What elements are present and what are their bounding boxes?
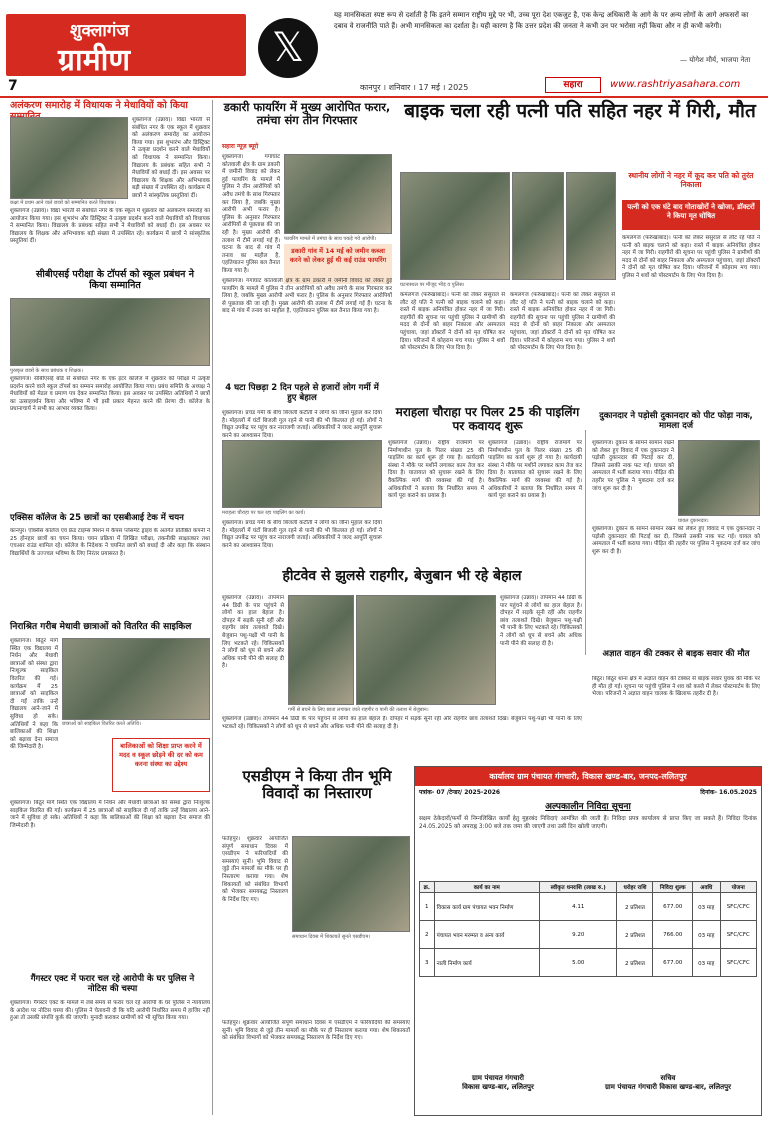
article-body: फतेहपुर। शुक्रवार आयोजित संपूर्ण समाधान दिवस में एसडीएम ने फरियादियों की समस्याएं सुनीं। भूमि विवाद से जुड़े तीन मामलों का मौके पर ही निस्तारण कराया गया। शेष शिकायतों को संबंधित विभागों को भेजकर समयबद्ध निस्तारण के निर्देश दिए गए।: [222, 1020, 410, 1042]
article-body: शुक्लागंज (उन्नाव)। राष्ट्रीय राजमार्ग पर निर्माणाधीन पुल के पिलर संख्या 25 की पाइलिंग का कार्य शुरू हो गया है। कार्यदायी संस्था ने मौके पर मशीनें लगाकर काम तेज कर दिया है। यातायात को सुचारू रखने के लिए वैकल्पिक मार्ग की व्यवस्था की गई है। अधिकारियों ने बताया कि निर्धारित समय में कार्य पूरा कराने का प्रयास है।: [488, 440, 582, 500]
table-cell: 766.00: [653, 921, 693, 949]
table-header: निविदा शुल्क: [653, 882, 693, 893]
article-body: शुक्लागंज। प्रचंड गर्मी के बीच बिजली कटौती ने लोगों का जीना मुहाल कर दिया है। मोहल्लों में घंटों बिजली गुल रहने से पानी की भी किल्लत हो गई। लोगों ने विद्युत उपकेंद्र पर पहुंच कर नाराजगी जताई। अधिकारियों ने जल्द आपूर्ति सुचारू करने का आश्वासन दिया।: [222, 410, 382, 439]
tender-table: [419, 881, 757, 977]
signature-sub: विकास खण्ड-बार, ललितपुर: [462, 1083, 534, 1091]
tender-date: दिनांक- 16.05.2025: [700, 789, 757, 796]
table-cell: 3: [420, 949, 435, 977]
article-body: कमलगंज (फर्रुखाबाद)। पत्नी को लेकर ससुराल से लौट रहे पति ने पत्नी को बाइक चलाने को कहा। रास्ते में बाइक अनियंत्रित होकर नहर में जा गिरी। राहगीरों की सूचना पर पहुंची पुलिस ने ग्रामीणों की मदद से दोनों को बाहर निकाला और अस्पताल पहुंचाया, जहां डॉक्टरों ने दोनों को मृत घोषित कर दिया। परिजनों में कोहराम मच गया। पुलिस ने शवों को पोस्टमार्टम के लिए भेज दिया है।: [622, 235, 760, 279]
headline: मराहला चौराहा पर पिलर 25 की पाइलिंग पर कवायद शुरू: [395, 405, 580, 433]
article-body: शुक्लागंज। दुकान के सामने सामान रखने को लेकर हुए विवाद में एक दुकानदार ने पड़ोसी दुकानदार की पिटाई कर दी, जिससे उसकी नाक फट गई। घायल को अस्पताल में भर्ती कराया गया। पीड़ित की तहरीर पर पुलिस ने मुकदमा दर्ज कर जांच शुरू कर दी है।: [592, 526, 760, 555]
article-body: शुक्लागंज। बिठूर मार्ग स्थित एक विद्यालय में निर्धन और मेधावी छात्राओं को संस्था द्वारा निःशुल्क साइकिल वितरित की गई। कार्यक्रम में 25 छात्राओं को साइकिल दी गईं ताकि उन्हें विद्यालय आने-जाने में सुविधा हो सके। अतिथियों ने कहा कि बालिकाओं की शिक्षा को बढ़ावा देना समाज की जिम्मेदारी है।: [10, 638, 58, 751]
headline: डकारी फायरिंग में मुख्य आरोपित फरार, तमंचा संग तीन गिरफ्तार: [223, 100, 391, 128]
headline: अलंकरण समारोह में विधायक ने मेधावियों को किया: [10, 100, 188, 111]
signature-sub: ग्राम पंचायत गंगचारी विकास खण्ड-बार, ललितपुर: [604, 1083, 732, 1091]
headline: दुकानदार ने पड़ोसी दुकानदार को पीट फोड़ा नाक, मामला दर्ज: [599, 411, 753, 431]
headline: अज्ञात वाहन की टक्कर से बाइक सवार की मौत: [602, 649, 750, 659]
table-cell: 03 माह: [693, 949, 721, 977]
table-cell: SFC/CFC: [720, 949, 756, 977]
news-photo: [62, 638, 210, 720]
photo-caption: समाधान दिवस में शिकायतें सुनते एसडीएम।: [292, 934, 371, 940]
article-body: कमलगंज (फर्रुखाबाद)। पत्नी को लेकर ससुराल से लौट रहे पति ने पत्नी को बाइक चलाने को कहा। रास्ते में बाइक अनियंत्रित होकर नहर में जा गिरी। राहगीरों की सूचना पर पहुंची पुलिस ने ग्रामीणों की मदद से दोनों को बाहर निकाला और अस्पताल पहुंचाया, जहां डॉक्टरों ने दोनों को मृत घोषित कर दिया। परिजनों में कोहराम मच गया। पुलिस ने शवों को पोस्टमार्टम के लिए भेज दिया है।: [510, 292, 615, 352]
table-cell: 2 प्रतिशत: [617, 921, 653, 949]
news-photo: [10, 117, 128, 199]
table-cell: 9.20: [540, 921, 617, 949]
sub-headline: स्थानीय लोगों ने नहर में कूद कर पति को तुरंत निकाला: [628, 171, 754, 189]
photo-caption: मराहला चौराहा पर चल रहा पाइलिंग का कार्य।: [222, 510, 306, 516]
article-body: शुक्लागंज (उन्नाव)। विद्या भारती से संबंधित नगर के एक स्कूल में शुक्रवार को अलंकरण समारोह का आयोजन किया गया। इस शुभारंभ और डिस्ट्रिक्ट ने उत्कृष्ट प्रदर्शन करने वाले मेधावियों को विधायक ने सम्मानित किया। विद्यालय के प्रबंधक सहित सभी ने मेधावियों को बधाई दी। इस अवसर पर विद्यालय के शिक्षक और अभिभावक बड़ी संख्या में उपस्थित रहे। कार्यक्रम में छात्रों ने सांस्कृतिक प्रस्तुतियां दीं।: [132, 117, 210, 199]
article-body: शुक्लागंज। गंगाघाट कोतवाली क्षेत्र के ग्राम डकारी में जमीनी विवाद को लेकर हुई फायरिंग के मामले में पुलिस ने तीन आरोपियों को अवैध तमंचे के साथ गिरफ्तार कर लिया है, जबकि मुख्य आरोपी अभी फरार है। पुलिस के अनुसार गिरफ्तार आरोपियों से पूछताछ की जा रही है। मुख्य आरोपी की तलाश में टीमें लगाई गई हैं। घटना के बाद से गांव में तनाव का माहौल है, एहतियातन पुलिस बल तैनात किया गया है।: [222, 278, 392, 315]
divider: [585, 430, 586, 655]
article-body: कानपुर। एक्सिस कॉलेज एवं फ्रेंड टाइम्स मिशन में कैंपस प्लेसमेंट ड्राइव के अंतर्गत प्रतिष्ठित कंपनी ने 25 होनहार छात्रों का चयन किया। चयन प्रक्रिया में लिखित परीक्षा, तकनीकी साक्षात्कार तथा एचआर राउंड शामिल रहे। कॉलेज के निदेशक ने चयनित छात्रों को बधाई दी और कहा कि संस्थान विद्यार्थियों के उज्ज्वल भविष्य के लिए निरंतर प्रयासरत है।: [10, 528, 210, 557]
headline: एसडीएम ने किया तीन भूमि विवादों का निस्तारण: [242, 767, 392, 803]
news-photo: [284, 154, 392, 234]
tender-signatures: [415, 1071, 761, 1115]
photo-caption: छात्राओं को साइकिल वितरित करते अतिथि।: [62, 721, 141, 727]
table-cell: 677.00: [653, 949, 693, 977]
article-body: शुक्लागंज। सीबीएसई बोर्ड से संबंधित नगर के एक इंटर कॉलेज में शुक्रवार को परीक्षा में उत्कृष्ट प्रदर्शन करने वाले स्कूल टॉपर्स का सम्मान समारोह आयोजित किया गया। प्रबंध समिति के अध्यक्ष ने मेधावियों को मेडल व प्रमाण पत्र देकर सम्मानित किया। इस अवसर पर उपस्थित अतिथियों ने छात्रों का उत्साहवर्धन किया और भविष्य में भी इसी प्रकार मेहनत करने की प्रेरणा दी। कॉलेज के प्रधानाचार्य ने सभी का आभार व्यक्त किया।: [10, 376, 210, 413]
table-cell: 4.11: [540, 893, 617, 921]
highlight-box: पत्नी को एक घंटे बाद गोताखोरों ने खोजा, डॉक्टरों ने किया मृत घोषित: [622, 200, 760, 230]
news-photo: [400, 172, 510, 280]
divider: [212, 100, 213, 1115]
article-body: शुक्लागंज। प्रचंड गर्मी के बीच बिजली कटौती ने लोगों का जीना मुहाल कर दिया है। मोहल्लों में घंटों बिजली गुल रहने से पानी की भी किल्लत हो गई। लोगों ने विद्युत उपकेंद्र पर पहुंच कर नाराजगी जताई। अधिकारियों ने जल्द आपूर्ति सुचारू करने का आश्वासन दिया।: [222, 520, 382, 549]
table-cell: 1: [420, 893, 435, 921]
table-cell: विकास कार्य ग्राम पंचायत भवन निर्माण: [434, 893, 539, 921]
headline: एक्सिस कॉलेज के 25 छात्रों का एसबीआई टेक में चयन: [10, 513, 184, 523]
table-header-row: [420, 882, 757, 893]
byline: सहारा न्यूज़ ब्यूरो: [222, 143, 259, 150]
divider: [0, 96, 768, 98]
table-header: योजना: [720, 882, 756, 893]
brand-line2: ग्रामीण: [58, 43, 131, 78]
table-cell: 2: [420, 921, 435, 949]
signature-left: [423, 1074, 573, 1112]
photo-caption: कक्षा में प्रथम आने वाले छात्रों को सम्मानित करते विधायक।: [10, 200, 117, 206]
article-body: शुक्लागंज। गंगाघाट कोतवाली क्षेत्र के ग्राम डकारी में जमीनी विवाद को लेकर हुई फायरिंग के मामले में पुलिस ने तीन आरोपियों को अवैध तमंचे के साथ गिरफ्तार कर लिया है, जबकि मुख्य आरोपी अभी फरार है। पुलिस के अनुसार गिरफ्तार आरोपियों से पूछताछ की जा रही है। मुख्य आरोपी की तलाश में टीमें लगाई गई हैं। घटना के बाद से गांव में तनाव का माहौल है, एहतियातन पुलिस बल तैनात किया गया है।: [222, 154, 280, 274]
table-cell: पंचायत भवन मरम्मत व अन्य कार्य: [434, 921, 539, 949]
tender-body: सक्षम ठेकेदारों/फर्मों से निम्नलिखित कार्यों हेतु मुहरबंद निविदाएं आमंत्रित की जाती हैं। निविदा प्रपत्र कार्यालय से प्राप्त किए जा सकते हैं। निविदा दिनांक 24.05.2025 को अपराह्न 3:00 बजे तक जमा की जाएगी तथा उसी दिन खोली जाएगी।: [419, 816, 757, 830]
table-cell: नाली निर्माण कार्य: [434, 949, 539, 977]
news-photo: [10, 298, 210, 366]
table-cell: 2 प्रतिशत: [617, 949, 653, 977]
photo-caption: फायरिंग मामले में तमंचा के साथ पकड़े गये आरोपी।: [284, 236, 377, 242]
table-header: धरोहर राशि: [617, 882, 653, 893]
tender-notice: [414, 766, 762, 1116]
brand-line1: शुक्लागंज: [70, 21, 129, 41]
portrait-photo: [678, 440, 760, 516]
news-photo: [356, 595, 496, 705]
article-body: शुक्लागंज। दुकान के सामने सामान रखने को लेकर हुए विवाद में एक दुकानदार ने पड़ोसी दुकानदार की पिटाई कर दी, जिससे उसकी नाक फट गई। घायल को अस्पताल में भर्ती कराया गया। पीड़ित की तहरीर पर पुलिस ने मुकदमा दर्ज कर जांच शुरू कर दी है।: [592, 440, 674, 492]
headline: हीटवेव से झुलसे राहगीर, बेजुबान भी रहे बेहाल: [282, 568, 522, 584]
signature-title: ग्राम पंचायत गंगचारी: [472, 1074, 524, 1082]
article-body: फतेहपुर। शुक्रवार आयोजित संपूर्ण समाधान दिवस में एसडीएम ने फरियादियों की समस्याएं सुनीं। भूमि विवाद से जुड़े तीन मामलों का मौके पर ही निस्तारण कराया गया। शेष शिकायतों को संबंधित विभागों को भेजकर समयबद्ध निस्तारण के निर्देश दिए गए।: [222, 836, 288, 903]
article-body: शुक्लागंज (उन्नाव)। विद्या भारती से संबंधित नगर के एक स्कूल में शुक्रवार को अलंकरण समारोह का आयोजन किया गया। इस शुभारंभ और डिस्ट्रिक्ट ने उत्कृष्ट प्रदर्शन करने वाले मेधावियों को विधायक ने सम्मानित किया। विद्यालय के प्रबंधक सहित सभी ने मेधावियों को बधाई दी। इस अवसर पर विद्यालय के शिक्षक और अभिभावक बड़ी संख्या में उपस्थित रहे। कार्यक्रम में छात्रों ने सांस्कृतिक प्रस्तुतियां दीं।: [10, 208, 210, 245]
photo-caption: गर्मी से बचने के लिए छाता लगाकर जाते राहगीर व पानी की तलाश में बेजुबान।: [288, 707, 429, 713]
brand-box: [6, 14, 246, 76]
table-row: [420, 893, 757, 921]
article-body: कमलगंज (फर्रुखाबाद)। पत्नी को लेकर ससुराल से लौट रहे पति ने पत्नी को बाइक चलाने को कहा। रास्ते में बाइक अनियंत्रित होकर नहर में जा गिरी। राहगीरों की सूचना पर पहुंची पुलिस ने ग्रामीणों की मदद से दोनों को बाहर निकाला और अस्पताल पहुंचाया, जहां डॉक्टरों ने दोनों को मृत घोषित कर दिया। परिजनों में कोहराम मच गया। पुलिस ने शवों को पोस्टमार्टम के लिए भेज दिया है।: [400, 292, 505, 352]
table-header: कार्य का नाम: [434, 882, 539, 893]
table-cell: 2 प्रतिशत: [617, 893, 653, 921]
photo-caption: पुरस्कृत छात्रों के साथ प्रबंधक व शिक्षक।: [10, 368, 84, 374]
article-body: शुक्लागंज (उन्नाव)। तापमान 44 डिग्री के पार पहुंचने से लोगों का हाल बेहाल है। दोपहर में सड़कें सूनी रहीं और राहगीर छांव तलाशते दिखे। बेजुबान पशु-पक्षी भी पानी के लिए भटकते रहे। चिकित्सकों ने लोगों को धूप से बचने और अधिक पानी पीने की सलाह दी है।: [222, 595, 284, 670]
quote-text: यह मानसिकता स्पष्ट रूप से दर्शाती है कि इतने सम्मान राष्ट्रीय मुद्दे पर भी, उच्च पूरा देश एकजुट है, एक केन्द्र अधिकारी के आगे के पर अन्य लोगों के आगे अफसरों का दबाव वे राजनीति पाते हैं। अभी मानसिकता का दर्शाता है। यही कारण है कि उत्तर प्रदेश की जनता ने कभी उन पर भरोसा नहीं किया और न ही कभी करेगी।: [334, 11, 749, 30]
headline: सीबीएसई परीक्षा के टॉपर्स को स्कूल प्रबंधन ने किया सम्मानित: [35, 269, 195, 291]
signature-right: [583, 1074, 753, 1112]
tender-ref: पत्रांक- 07 /टेन्डर/ 2025-2026: [419, 789, 501, 796]
x-logo-icon: 𝕏: [258, 18, 318, 78]
page-number: 7: [8, 78, 18, 94]
pull-quote: बालिकाओं को शिक्षा प्राप्त करने में मदद व स्कूल छोड़ने की दर को कम करना संस्था का उद्देश्य: [112, 738, 210, 792]
headline: गैंगस्टर एक्ट में फरार चल रहे आरोपी के घर पुलिस ने नोटिस की चस्पा: [30, 974, 195, 994]
tender-refline: [415, 786, 761, 798]
dateline: कानपुर । शनिवार । 17 मई । 2025: [360, 83, 469, 92]
article-body: शुक्लागंज (उन्नाव)। तापमान 44 डिग्री के पार पहुंचने से लोगों का हाल बेहाल है। दोपहर में सड़कें सूनी रहीं और राहगीर छांव तलाशते दिखे। बेजुबान पशु-पक्षी भी पानी के लिए भटकते रहे। चिकित्सकों ने लोगों को धूप से बचने और अधिक पानी पीने की सलाह दी है।: [500, 595, 582, 647]
headline: बाइक चला रही पत्नी पति सहित नहर में गिरी, मौत: [404, 100, 756, 122]
website-link[interactable]: www.rashtriyasahara.com: [610, 79, 741, 90]
masthead: [0, 0, 768, 100]
table-header: क्र.: [420, 882, 435, 893]
table-cell: 677.00: [653, 893, 693, 921]
tender-office: कार्यालय ग्राम पंचायत गंगचारी, विकास खण्ड-बार, जनपद-ललितपुर: [415, 767, 761, 786]
news-photo: [288, 595, 354, 705]
portrait-photo: [512, 172, 564, 280]
article-body: बिठूर। बिठूर थाना क्षेत्र में अज्ञात वाहन की टक्कर से बाइक सवार युवक की मौके पर ही मौत हो गई। सूचना पर पहुंची पुलिस ने शव को कब्जे में लेकर पोस्टमार्टम के लिए भेजा। परिजनों ने अज्ञात वाहन चालक के खिलाफ तहरीर दी है।: [592, 676, 760, 698]
table-cell: SFC/CFC: [720, 893, 756, 921]
paper-logo: सहारा: [545, 77, 601, 93]
table-cell: 03 माह: [693, 893, 721, 921]
article-body: शुक्लागंज। गैंगस्टर एक्ट के मामले में लंबे समय से फरार चल रहे आरोपी के घर पुलिस ने न्यायालय के आदेश पर नोटिस चस्पा की। पुलिस ने चेतावनी दी कि यदि आरोपी निर्धारित समय में हाजिर नहीं हुआ तो उसकी संपत्ति कुर्क की जाएगी। मुनादी कराकर ग्रामीणों को भी सूचित किया गया।: [10, 1000, 210, 1022]
photo-caption: घायल दुकानदार।: [678, 518, 709, 524]
inset-box: डकारी गांव में 14 मई को जमीन कब्जा करने को लेकर हुई थी कई राउंड फायरिंग: [284, 244, 392, 284]
headline: निराश्रित गरीब मेधावी छात्राओं को वितरित की साइकिल: [10, 622, 192, 632]
table-cell: 5.00: [540, 949, 617, 977]
quote-author: — योगेश मौर्य, भाजपा नेता: [680, 56, 751, 64]
headline: 4 घटा पिछड़ा 2 दिन पहले से हजारों लोग गर्मी में हुए बेहाल: [225, 383, 379, 403]
article-body: शुक्लागंज (उन्नाव)। राष्ट्रीय राजमार्ग पर निर्माणाधीन पुल के पिलर संख्या 25 की पाइलिंग का कार्य शुरू हो गया है। कार्यदायी संस्था ने मौके पर मशीनें लगाकर काम तेज कर दिया है। यातायात को सुचारू रखने के लिए वैकल्पिक मार्ग की व्यवस्था की गई है। अधिकारियों ने बताया कि निर्धारित समय में कार्य पूरा कराने का प्रयास है।: [388, 440, 484, 500]
table-row: [420, 921, 757, 949]
article-body: शुक्लागंज (उन्नाव)। तापमान 44 डिग्री के पार पहुंचने से लोगों का हाल बेहाल है। दोपहर में सड़कें सूनी रहीं और राहगीर छांव तलाशते दिखे। बेजुबान पशु-पक्षी भी पानी के लिए भटकते रहे। चिकित्सकों ने लोगों को धूप से बचने और अधिक पानी पीने की सलाह दी है।: [222, 716, 582, 730]
portrait-photo: [566, 172, 616, 280]
table-header: स्वीकृत धनराशि (लाख रु.): [540, 882, 617, 893]
table-row: [420, 949, 757, 977]
table-header: अवधि: [693, 882, 721, 893]
signature-title: सचिव: [660, 1074, 676, 1082]
article-body: शुक्लागंज। बिठूर मार्ग स्थित एक विद्यालय में निर्धन और मेधावी छात्राओं को संस्था द्वारा निःशुल्क साइकिल वितरित की गई। कार्यक्रम में 25 छात्राओं को साइकिल दी गईं ताकि उन्हें विद्यालय आने-जाने में सुविधा हो सके। अतिथियों ने कहा कि बालिकाओं की शिक्षा को बढ़ावा देना समाज की जिम्मेदारी है।: [10, 800, 210, 829]
table-cell: 03 माह: [693, 921, 721, 949]
table-cell: SFC/CFC: [720, 921, 756, 949]
news-photo: [292, 836, 410, 932]
photo-caption: घटनास्थल पर मौजूद भीड़ व पुलिस।: [400, 282, 465, 288]
tender-heading: अल्पकालीन निविदा सूचना: [545, 802, 631, 812]
news-photo: [222, 440, 382, 508]
